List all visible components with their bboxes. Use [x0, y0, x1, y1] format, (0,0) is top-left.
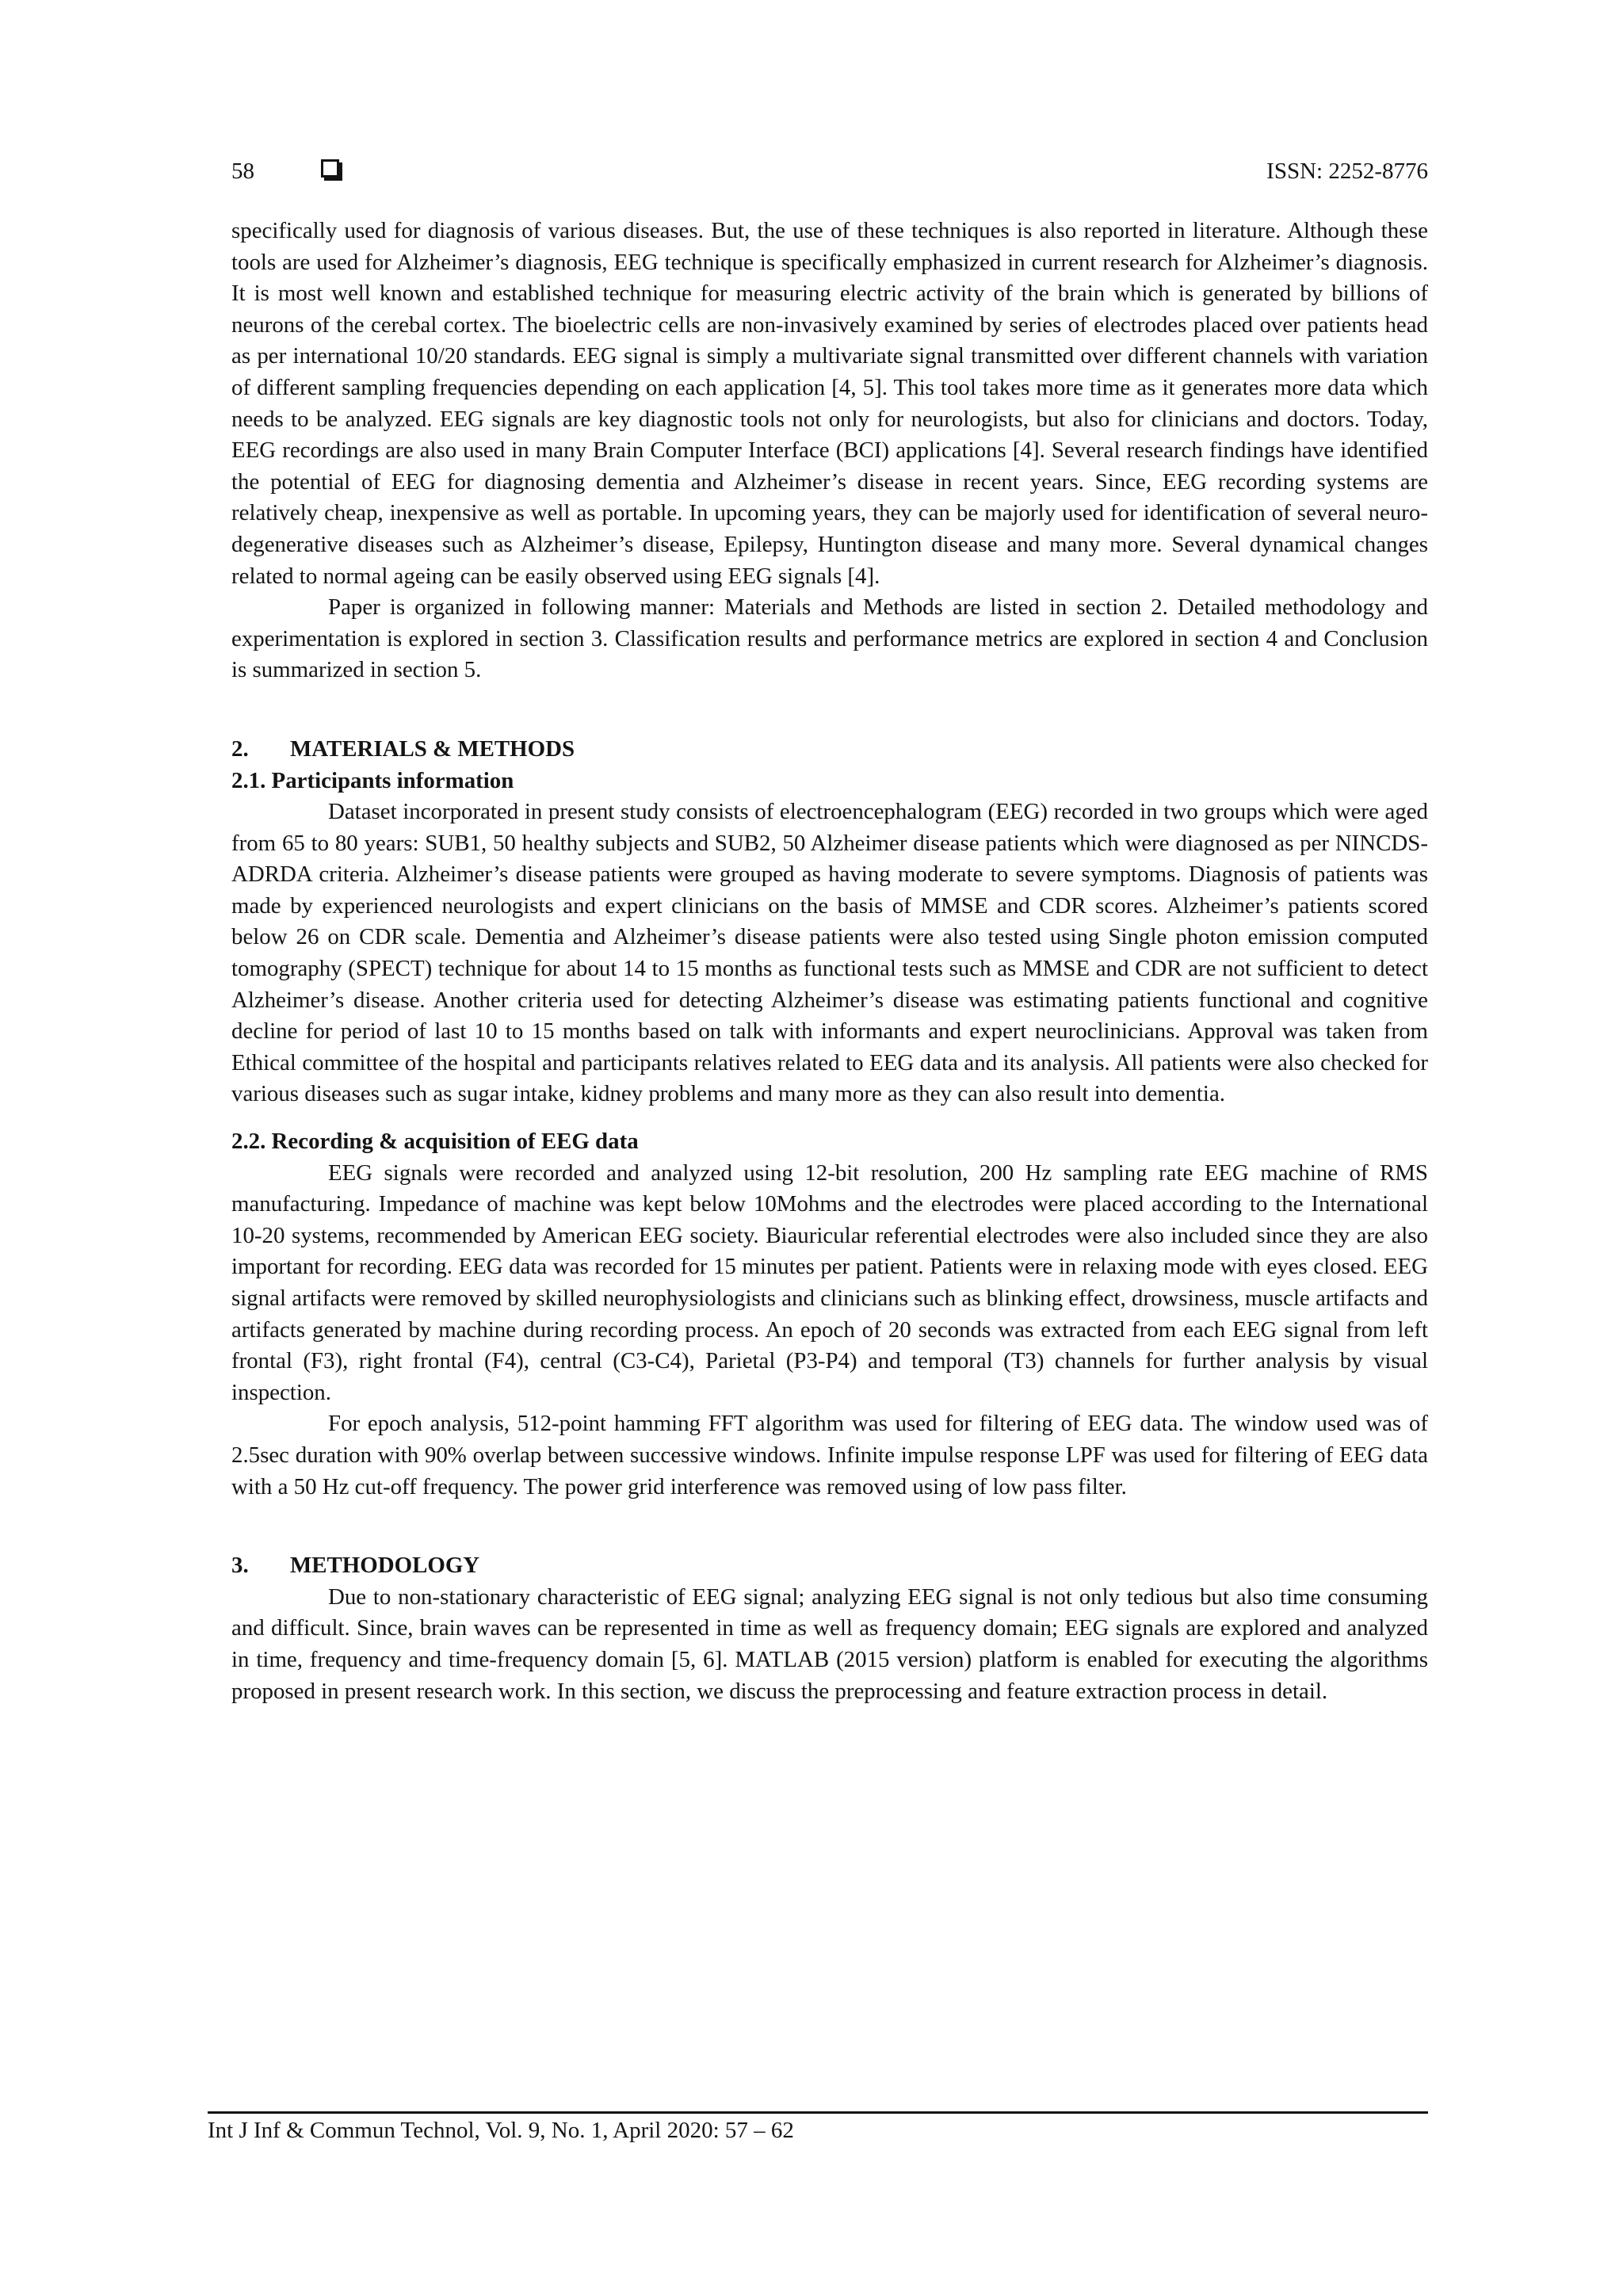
section-2-title: MATERIALS & METHODS — [290, 735, 575, 762]
page-number: 58 — [231, 159, 254, 184]
checkbox-square-icon — [321, 159, 339, 178]
section-spacer — [231, 1503, 1428, 1550]
intro-organization-paragraph: Paper is organized in following manner: Materials and Methods are listed in section 2. Detailed methodology and experimentation is explored in section 3. Classification results and performance metrics are explored in section 4 and Conclusion is summarized in section 5. — [231, 594, 1428, 683]
section-3-heading — [231, 1550, 1428, 1582]
methodology-paragraph: Due to non-stationary characteristic of EEG signal; analyzing EEG signal is not only tedious but also time consuming and difficult. Since, brain waves can be represented in time as well as frequency domain; EEG signals are explored and analyzed in time, frequency and time-frequency domain [5, 6]. MATLAB (2015 version) platform is enabled for executing the algorithms proposed in present research work. In this section, we discuss the preprocessing and feature extraction process in detail. — [231, 1584, 1428, 1704]
section-3-number: 3. — [231, 1553, 249, 1579]
subsection-2-2-heading: 2.2. Recording & acquisition of EEG data — [231, 1129, 639, 1155]
article-body — [231, 216, 1428, 1707]
subsection-2-1-heading: 2.1. Participants information — [231, 767, 514, 793]
section-spacer — [231, 686, 1428, 734]
section-2-heading — [231, 734, 1428, 766]
footer-citation: Int J Inf & Commun Technol, Vol. 9, No. 1, April 2020: 57 – 62 — [208, 2118, 794, 2143]
section-3-title: METHODOLOGY — [290, 1553, 480, 1579]
epoch-analysis-paragraph: For epoch analysis, 512-point hamming FFT algorithm was used for filtering of EEG data. The window used was of 2.5sec duration with 90% overlap between successive windows. Infinite impulse response LPF was used for filtering of EEG data with a 50 Hz cut-off frequency. The power grid interference was removed using of low pass filter. — [231, 1411, 1428, 1499]
recording-paragraph: EEG signals were recorded and analyzed using 12-bit resolution, 200 Hz sampling rate EEG machine of RMS manufacturing. Impedance of machine was kept below 10Mohms and the electrodes were placed according to the International 10-20 systems, recommended by American EEG society. Biauricular referential electrodes were also included since they are also important for recording. EEG data was recorded for 15 minutes per patient. Patients were in relaxing mode with eyes closed. EEG signal artifacts were removed by skilled neurophysiologists and clinicians such as blinking effect, drowsiness, muscle artifacts and artifacts generated by machine during recording process. An epoch of 20 seconds was extracted from each EEG signal from left frontal (F3), right frontal (F4), central (C3-C4), Parietal (P3-P4) and temporal (T3) channels for further analysis by visual inspection. — [231, 1159, 1428, 1405]
intro-continued-paragraph: specifically used for diagnosis of various diseases. But, the use of these techniques is also reported in literature. Although these tools are used for Alzheimer’s diagnosis, EEG technique is specifically emphasized in current research for Alzheimer’s diagnosis. It is most well known and established technique for measuring electric activity of the brain which is generated by billions of neurons of the cerebal cortex. The bioelectric cells are non-invasively examined by series of electrodes placed over patients head as per international 10/20 standards. EEG signal is simply a multivariate signal transmitted over different channels with variation of different sampling frequencies depending on each application [4, 5]. This tool takes more time as it generates more data which needs to be analyzed. EEG signals are key diagnostic tools not only for neurologists, but also for clinicians and doctors. Today, EEG recordings are also used in many Brain Computer Interface (BCI) applications [4]. Several research findings have identified the potential of EEG for diagnosing dementia and Alzheimer’s disease in recent years. Since, EEG recording systems are relatively cheap, inexpensive as well as portable. In upcoming years, they can be majorly used for identification of several neuro-degenerative diseases such as Alzheimer’s disease, Epilepsy, Huntington disease and many more. Several dynamical changes related to normal ageing can be easily observed using EEG signals [4]. — [231, 218, 1428, 589]
page-header — [231, 155, 1428, 187]
subsection-spacer — [231, 1110, 1428, 1126]
journal-issn: ISSN: 2252-8776 — [1266, 159, 1428, 184]
participants-paragraph: Dataset incorporated in present study consists of electroencephalogram (EEG) recorded in two groups which were aged from 65 to 80 years: SUB1, 50 healthy subjects and SUB2, 50 Alzheimer disease patients which were diagnosed as per NINCDS-ADRDA criteria. Alzheimer’s disease patients were grouped as having moderate to severe symptoms. Diagnosis of patients was made by experienced neurologists and expert clinicians on the basis of MMSE and CDR scores. Alzheimer’s patients scored below 26 on CDR scale. Dementia and Alzheimer’s disease patients were also tested using Single photon emission computed tomography (SPECT) technique for about 14 to 15 months as functional tests such as MMSE and CDR are not sufficient to detect Alzheimer’s disease. Another criteria used for detecting Alzheimer’s disease was estimating patients functional and cognitive decline for period of last 10 to 15 months based on talk with informants and expert neuroclinicians. Approval was taken from Ethical committee of the hospital and participants relatives related to EEG data and its analysis. All patients were also checked for various diseases such as sugar intake, kidney problems and many more as they can also result into dementia. — [231, 799, 1428, 1107]
section-2-number: 2. — [231, 735, 249, 762]
footer-divider — [208, 2111, 1428, 2114]
